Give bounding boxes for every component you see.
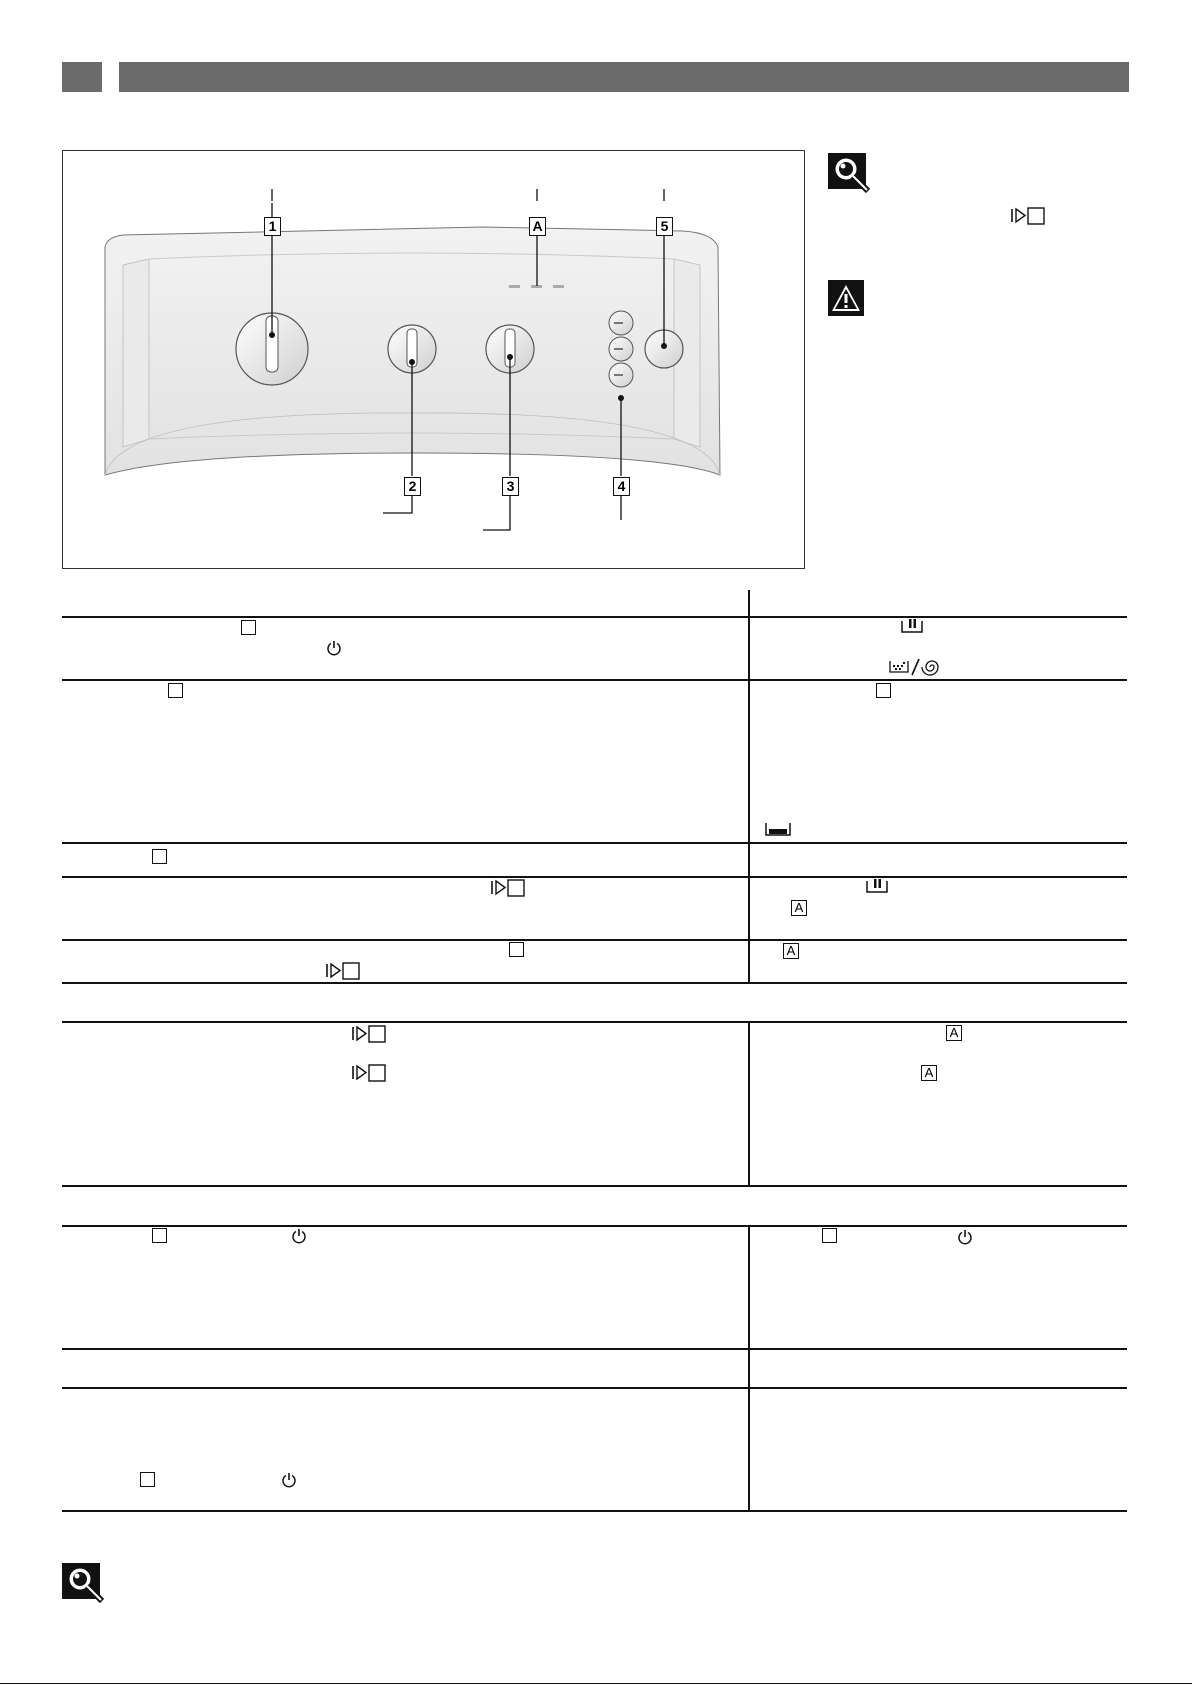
key-square [241, 620, 256, 635]
table1-header-rule [62, 616, 1127, 618]
display-a-symbol: A [946, 1025, 962, 1041]
start-pause-icon [1011, 207, 1047, 230]
callout-2: 2 [404, 477, 421, 496]
table2-column-divider [748, 1022, 750, 1185]
key-square [168, 683, 183, 698]
basket-icon [900, 617, 926, 640]
table1-row-rule-3 [62, 876, 1127, 878]
callout-a: A [529, 217, 546, 236]
key-square [152, 1228, 167, 1243]
power-icon [281, 1472, 297, 1493]
start-pause-icon [352, 1025, 388, 1048]
callout-4: 4 [613, 477, 630, 496]
table2-bottom-rule [62, 1185, 1127, 1187]
key-square [509, 942, 524, 957]
control-panel-drawing [63, 151, 806, 570]
header-title-bar [119, 62, 1129, 92]
power-icon [291, 1228, 307, 1249]
rinse-spin-icon [888, 657, 946, 682]
header-page-tab [62, 62, 102, 92]
table3-row-rule-1 [62, 1348, 1127, 1350]
table1-row-rule-4 [62, 939, 1127, 941]
key-square [822, 1228, 837, 1243]
display-a-symbol: A [921, 1065, 937, 1081]
warning-triangle-icon [828, 280, 864, 321]
key-square [876, 683, 891, 698]
table1-row-rule-1 [62, 679, 1127, 681]
power-icon [957, 1229, 973, 1250]
table1-row-rule-2 [62, 842, 1127, 844]
table2-header-rule [62, 1021, 1127, 1023]
callout-1: 1 [264, 217, 281, 236]
callout-5: 5 [656, 217, 673, 236]
start-pause-icon [352, 1064, 388, 1087]
table3-bottom-rule [62, 1510, 1127, 1512]
footer-rule [0, 1683, 1192, 1684]
start-pause-icon [326, 962, 362, 985]
callout-3: 3 [502, 477, 519, 496]
key-square [152, 849, 167, 864]
table3-column-divider [748, 1226, 750, 1512]
table1-column-divider [748, 590, 750, 983]
control-panel-figure [62, 150, 805, 569]
table1-bottom-rule [62, 982, 1127, 984]
info-magnifier-icon [62, 1563, 106, 1608]
display-a-symbol: A [783, 943, 799, 959]
start-pause-icon [491, 879, 527, 902]
info-magnifier-icon [828, 153, 872, 198]
table3-row-rule-2 [62, 1387, 1127, 1389]
basket-icon [865, 877, 891, 900]
tub-icon [764, 820, 794, 843]
table3-header-rule [62, 1225, 1127, 1227]
power-icon [326, 640, 342, 661]
key-square [140, 1472, 155, 1487]
display-a-symbol: A [791, 900, 807, 916]
